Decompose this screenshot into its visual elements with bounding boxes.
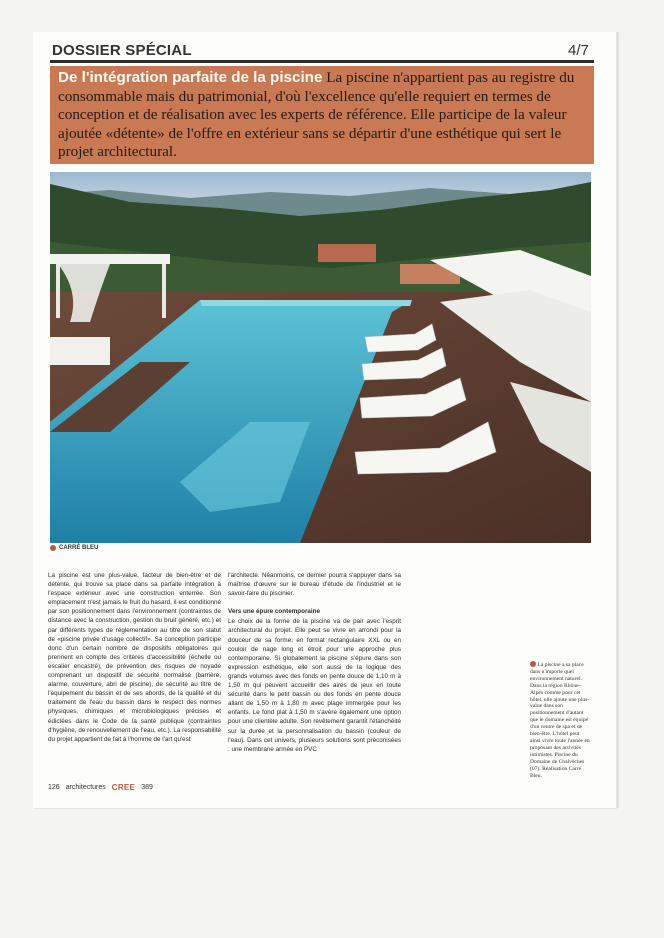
- pool-photo: [50, 172, 591, 543]
- pool-edge: [200, 300, 412, 306]
- daybed: [50, 337, 110, 365]
- photo-credit: [50, 545, 98, 551]
- section-title: DOSSIER SPÉCIAL: [52, 42, 192, 59]
- photo-credit-text: CARRÉ BLEU: [59, 545, 99, 551]
- lead-text: La piscine n'appartient pas au registre du consommable mais du patrimonial, d'où l'excellence qu'elle requiert en termes de conception et de réalisation avec les experts de référence. Elle participe de la valeur ajoutée «détente» de l'offre en extérieur sans se départir d'une esthétique qui sert le projet architectural.: [58, 69, 575, 160]
- cabana-post: [56, 264, 60, 318]
- lead-paragraph: [58, 69, 586, 162]
- magazine-name: architectures: [65, 784, 106, 791]
- body-paragraph-2: Le choix de la forme de la piscine va de pair avec l'esprit architectural du projet. Elle peut se vivre en arrondi pour la douceur de sa forme, en format rectangulaire XXL ou en couloir de nage long et étroit pour une approche plus contemporaine. Si globalement la piscine s'épure dans son expression esthétique, elle sort aussi de la logique des grands volumes avec des fonds en pente douce de 1,10 m à 1,50 m qui peuvent accueillir des aires de jeux en toute sécurité dans le petit bassin ou des fonds en pente douce allant de 1,50 m à 1,80 m avec plage immergée pour les enfants. Le fond plat à 1,50 m s'avère également une option pour une clientèle adulte. Son revêtement garantit l'étanchéité sur la durée et la personnalisation du bassin (couleur de l'eau). Dans cet univers, plusieurs solutions sont préconisées : une membrane armée en PVC: [228, 618, 401, 753]
- lead-block: [50, 66, 594, 164]
- roof-house: [318, 244, 376, 262]
- body-column-1: La piscine est une plus-value, facteur de bien-être et de détente, qui trouve sa place dans sa parfaite intégration à l'espace extérieur avec une construction enterrée. Son emplacement n'est jamais le fruit du hasard, il est conditionné par son positionnement dans l'environnement (contraintes de distance avec la construction, gestion du bruit généré, etc.) et par différents types de réglementation au titre de son statut de «piscine privée d'usage collectif». Sa conception participe donc d'un certain nombre de dispositifs obligatoires qui prennent en compte des critères d'accessibilité (échelle ou escalier encastré), de prévention des risques de noyade comprenant un dispositif de sécurité normalisé (barrière, alarme, couverture, abri de piscine), de sécurité au titre de l'équipement du bassin et de ses abords, de la qualité et du traitement de l'eau du bassin dans le respect des normes physiques, chimiques et microbiologiques précises et édictées dans le Code de la santé publique (contraintes d'hygiène, de renouvellement de l'eau, etc.). La responsabilité du projet appartient de fait à l'homme de l'art qu'est: [48, 572, 221, 743]
- cabana-roof: [50, 254, 170, 264]
- caption-text: La piscine a sa place dans n'importe quel environnement naturel. Dans la région Rhône-Alpes comme pour cet hôtel, elle ajoute une plus-value dans son positionnement d'autant que le domaine est équipé d'un centre de spa et de bien-être. L'hôtel peut ainsi vivre toute l'année en proposant des activités intimistes. Piscine du Domaine de Chalvèches (07). Réalisation Carré Bleu.: [530, 662, 590, 779]
- page-indicator: 4/7: [568, 42, 589, 59]
- magazine-logo: CREE: [111, 783, 136, 792]
- subheading: Vers une épure contemporaine: [228, 608, 321, 616]
- bullet-icon: [50, 545, 56, 551]
- lead-title: De l'intégration parfaite de la piscine: [58, 69, 323, 86]
- body-paragraph: l'architecte. Néanmoins, ce dernier pourra s'appuyer dans sa maîtrise d'œuvre sur le bureau d'étude de l'industriel et le savoir-faire du piscinier.: [228, 572, 401, 598]
- bullet-icon: [530, 661, 536, 667]
- body-column-2: [228, 571, 401, 754]
- page-number: 126: [48, 784, 60, 791]
- cabana-post-2: [162, 264, 166, 318]
- photo-caption: [530, 661, 590, 779]
- pool-photo-illustration: [50, 172, 591, 543]
- issue-number: 389: [141, 784, 153, 791]
- header-rule: [50, 60, 594, 63]
- footer: [48, 783, 153, 792]
